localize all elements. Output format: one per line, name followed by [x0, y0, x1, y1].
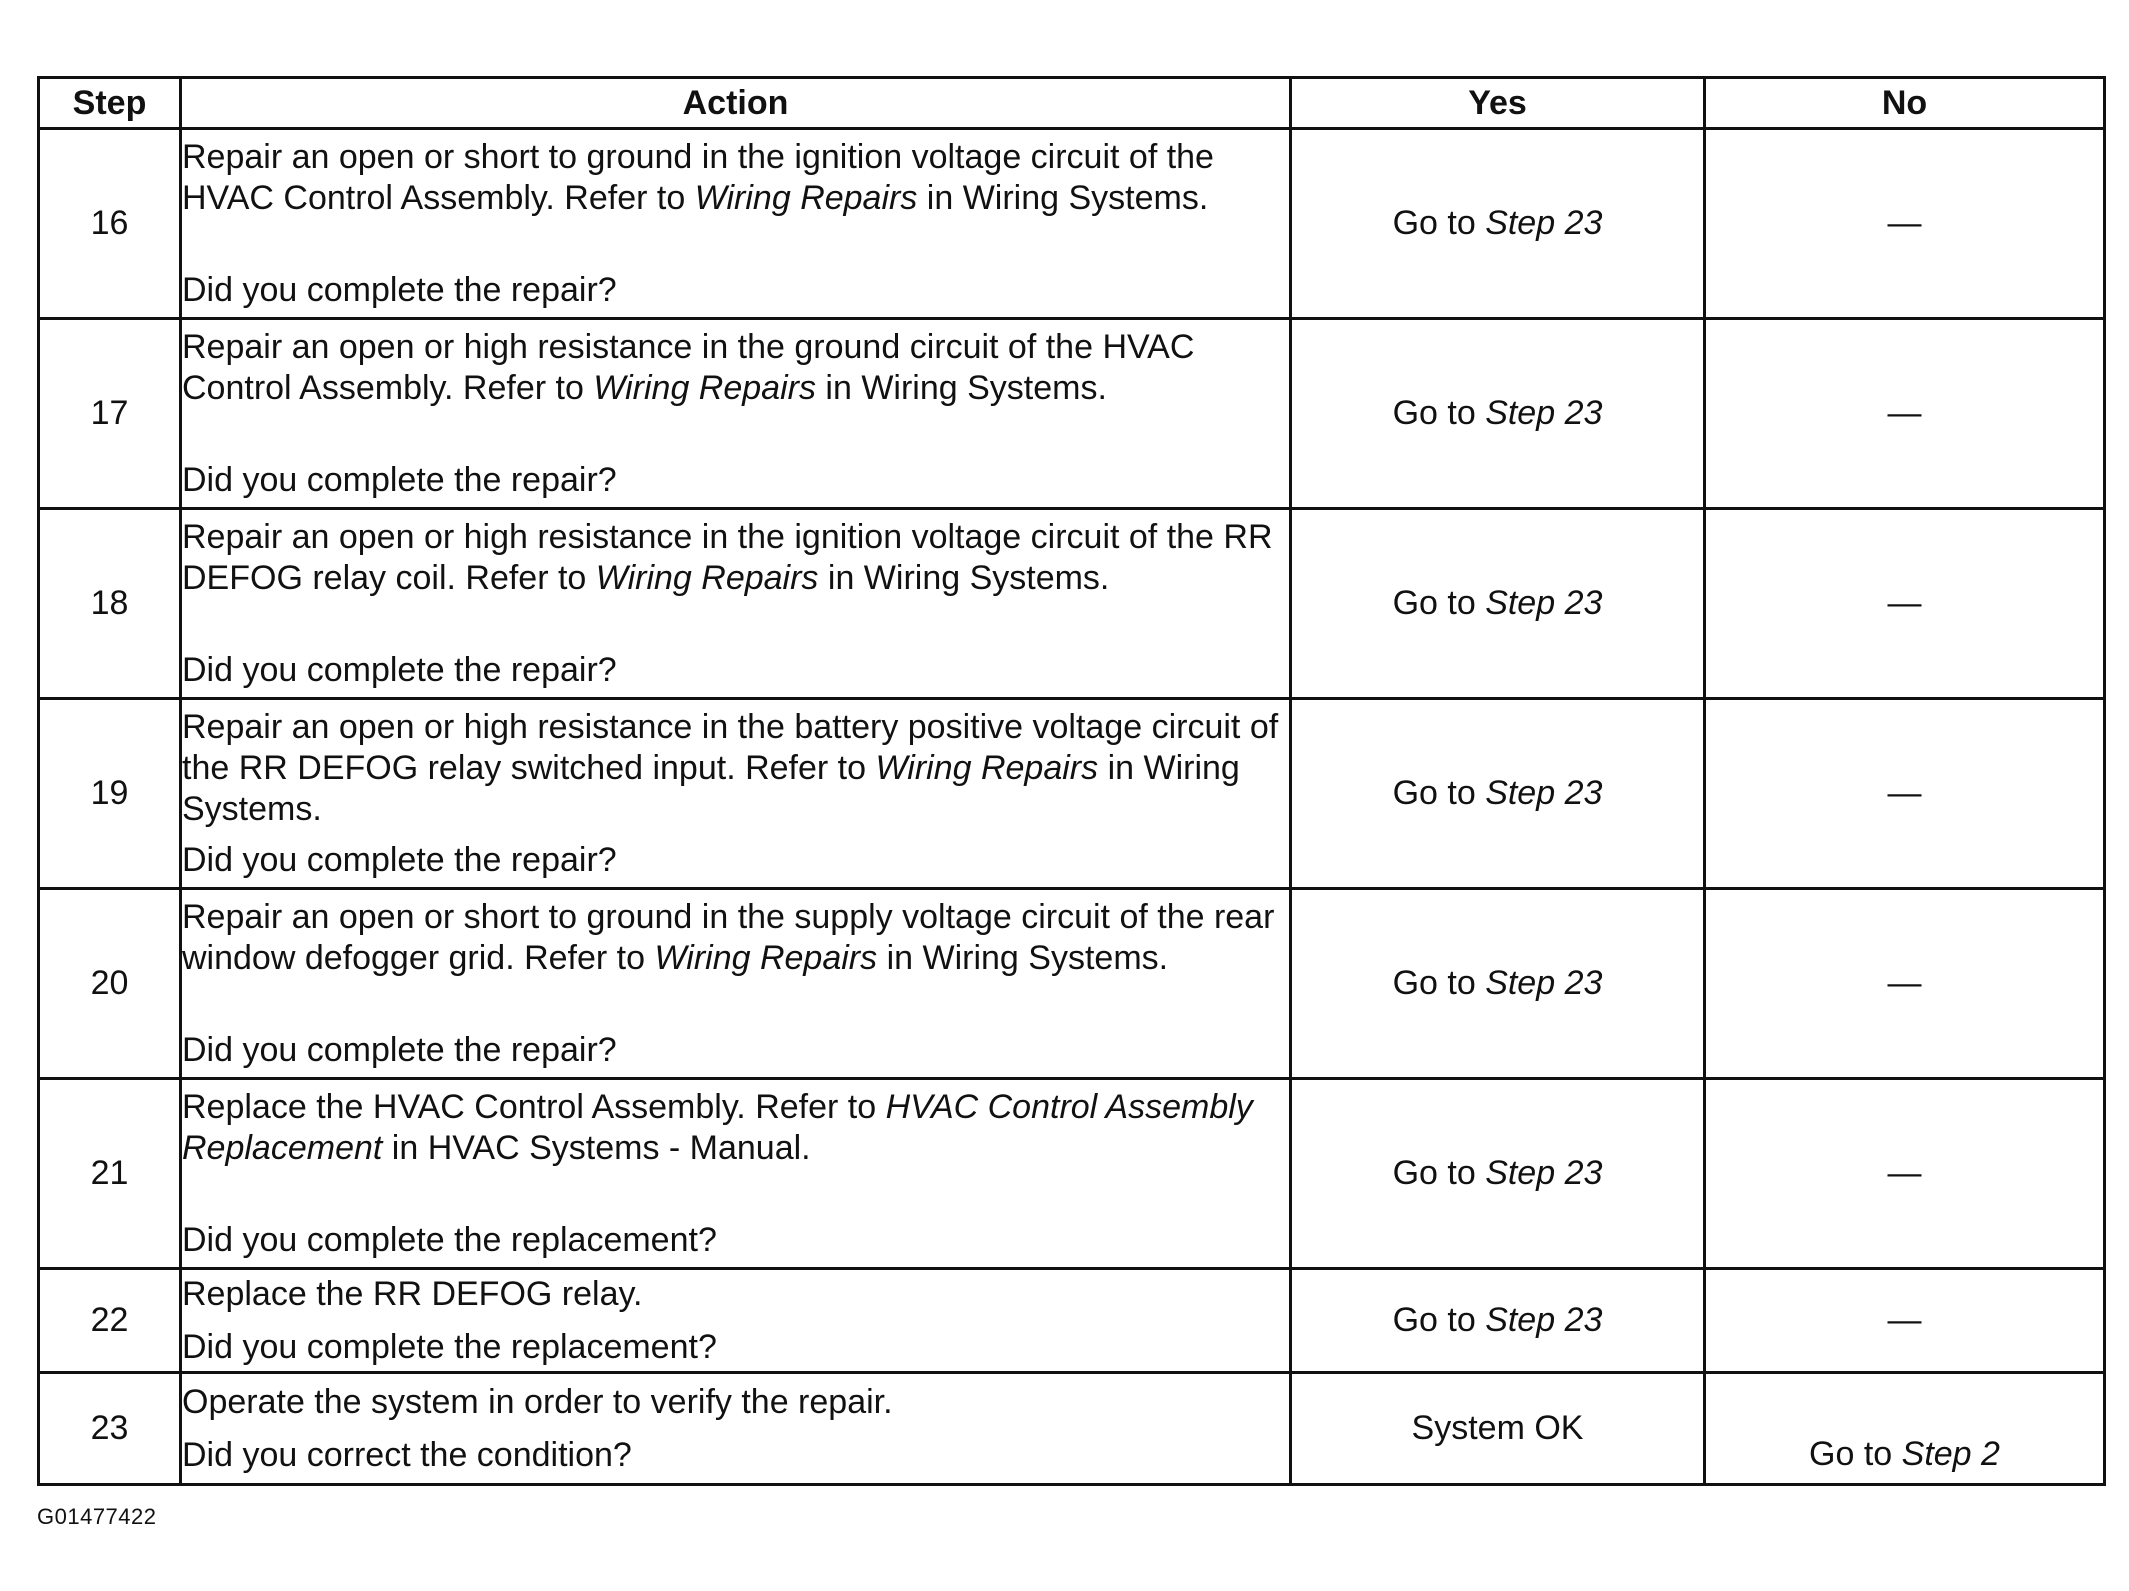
action-cell: [181, 129, 1291, 319]
no-result: [1705, 889, 2105, 1079]
yes-step-link: Step 23: [1485, 774, 1603, 812]
reference-link-text: Wiring Repairs: [593, 368, 816, 407]
reference-link-text: Wiring Repairs: [654, 938, 878, 977]
yes-text: Go to: [1392, 584, 1486, 622]
step-number: 16: [39, 129, 181, 319]
action-instruction: [182, 327, 1289, 450]
instruction-text: Repair an open or high resistance in the battery positive voltage circuit of the RR DEFOG relay switched input. Refer to: [182, 707, 1279, 787]
table-row: [39, 319, 2105, 509]
yes-text: Go to: [1392, 774, 1486, 812]
no-text: —: [1887, 204, 1922, 242]
instruction-text: in Wiring Systems.: [818, 558, 1110, 597]
no-result: [1705, 699, 2105, 889]
action-cell: [181, 699, 1291, 889]
instruction-text: in Wiring Systems.: [917, 178, 1209, 217]
action-cell: [181, 1269, 1291, 1373]
instruction-text: Repair an open or high resistance in the ground circuit of the HVAC Control Assembly. Refer to: [182, 327, 1195, 407]
no-step-link: Step 2: [1901, 1435, 2000, 1473]
action-cell: [181, 889, 1291, 1079]
yes-step-link: Step 23: [1485, 204, 1603, 242]
table-header-row: [39, 78, 2105, 129]
yes-step-link: Step 23: [1485, 1301, 1603, 1339]
action-cell: [181, 319, 1291, 509]
no-text: Go to: [1809, 1435, 1902, 1473]
yes-text: Go to: [1392, 964, 1486, 1002]
no-result: [1705, 1373, 2105, 1485]
no-result: [1705, 1269, 2105, 1373]
table-row: [39, 509, 2105, 699]
header-action: Action: [181, 78, 1291, 129]
header-step: Step: [39, 78, 181, 129]
instruction-text: Repair an open or high resistance in the ignition voltage circuit of the RR DEFOG relay coil. Refer to: [182, 517, 1273, 597]
yes-step-link: Step 23: [1485, 1154, 1603, 1192]
instruction-text: Repair an open or short to ground in the ignition voltage circuit of the HVAC Control Assembly. Refer to: [182, 137, 1214, 217]
step-number: 17: [39, 319, 181, 509]
action-question: Did you complete the repair?: [182, 460, 617, 499]
yes-result: [1291, 889, 1705, 1079]
action-instruction: [182, 1382, 1289, 1423]
no-result: [1705, 1079, 2105, 1269]
no-result: [1705, 509, 2105, 699]
action-cell: [181, 509, 1291, 699]
yes-result: [1291, 1079, 1705, 1269]
action-instruction: [182, 517, 1289, 640]
action-question: Did you complete the repair?: [182, 840, 617, 879]
action-question: Did you complete the repair?: [182, 650, 617, 689]
yes-text: System OK: [1411, 1409, 1584, 1447]
step-number: 21: [39, 1079, 181, 1269]
yes-result: [1291, 699, 1705, 889]
action-question: Did you correct the condition?: [182, 1435, 632, 1474]
yes-result: [1291, 129, 1705, 319]
no-text: —: [1887, 774, 1922, 812]
action-question: Did you complete the replacement?: [182, 1327, 717, 1366]
instruction-text: in Wiring Systems.: [815, 368, 1107, 407]
diagnostic-table: [37, 76, 2106, 1486]
reference-link-text: HVAC Control Assembly Replacement: [182, 1087, 1253, 1167]
action-cell: [181, 1373, 1291, 1485]
yes-text: Go to: [1392, 1301, 1486, 1339]
table-row: [39, 1079, 2105, 1269]
no-text: —: [1887, 394, 1922, 432]
reference-link-text: Wiring Repairs: [875, 748, 1099, 787]
no-text: —: [1887, 1301, 1922, 1339]
table-row: [39, 889, 2105, 1079]
table-row: [39, 1373, 2105, 1485]
no-text: —: [1887, 584, 1922, 622]
table-row: [39, 129, 2105, 319]
yes-step-link: Step 23: [1485, 394, 1603, 432]
step-number: 20: [39, 889, 181, 1079]
action-instruction: [182, 1087, 1289, 1210]
step-number: 19: [39, 699, 181, 889]
yes-step-link: Step 23: [1485, 584, 1603, 622]
figure-id: G01477422: [37, 1504, 157, 1529]
yes-text: Go to: [1392, 1154, 1486, 1192]
step-number: 22: [39, 1269, 181, 1373]
instruction-text: in Wiring Systems.: [182, 748, 1240, 828]
step-number: 18: [39, 509, 181, 699]
yes-result: [1291, 319, 1705, 509]
header-yes: Yes: [1291, 78, 1705, 129]
action-question: Did you complete the repair?: [182, 270, 617, 309]
instruction-text: Replace the HVAC Control Assembly. Refer to: [182, 1087, 886, 1126]
no-text: —: [1887, 964, 1922, 1002]
diagnostic-table-container: [37, 76, 2103, 1486]
reference-link-text: Wiring Repairs: [694, 178, 918, 217]
yes-text: Go to: [1392, 394, 1486, 432]
table-row: [39, 1269, 2105, 1373]
step-number: 23: [39, 1373, 181, 1485]
no-result: [1705, 319, 2105, 509]
no-text: —: [1887, 1154, 1922, 1192]
action-cell: [181, 1079, 1291, 1269]
instruction-text: Operate the system in order to verify the repair.: [182, 1382, 893, 1421]
instruction-text: in HVAC Systems - Manual.: [382, 1128, 811, 1167]
yes-step-link: Step 23: [1485, 964, 1603, 1002]
action-question: Did you complete the replacement?: [182, 1220, 717, 1259]
yes-text: Go to: [1392, 204, 1486, 242]
instruction-text: Replace the RR DEFOG relay.: [182, 1274, 643, 1313]
reference-link-text: Wiring Repairs: [595, 558, 819, 597]
action-question: Did you complete the repair?: [182, 1030, 617, 1069]
action-instruction: [182, 897, 1289, 1020]
yes-result: [1291, 1269, 1705, 1373]
table-row: [39, 699, 2105, 889]
instruction-text: in Wiring Systems.: [877, 938, 1169, 977]
instruction-text: Repair an open or short to ground in the supply voltage circuit of the rear window defogger grid. Refer to: [182, 897, 1275, 977]
yes-result: [1291, 509, 1705, 699]
action-instruction: [182, 707, 1289, 830]
table-body: [39, 129, 2105, 1485]
action-instruction: [182, 137, 1289, 260]
yes-result: [1291, 1373, 1705, 1485]
no-result: [1705, 129, 2105, 319]
header-no: No: [1705, 78, 2105, 129]
action-instruction: [182, 1274, 1289, 1315]
